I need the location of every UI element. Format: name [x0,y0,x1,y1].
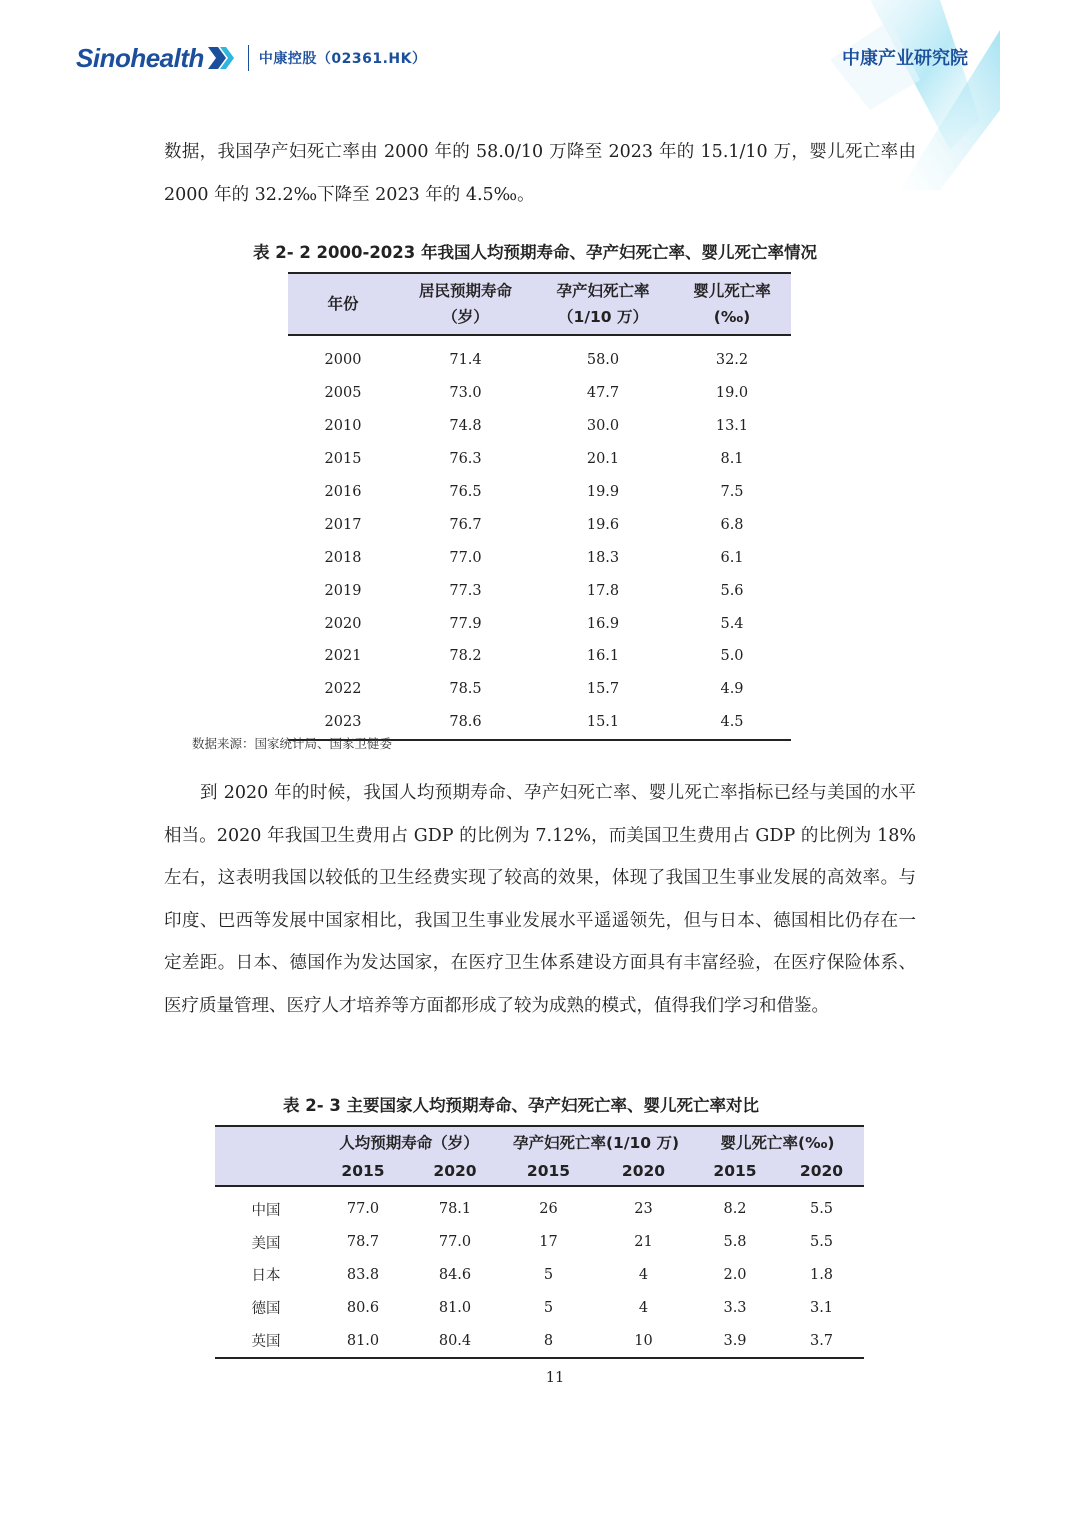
paragraph-intro: 数据，我国孕产妇死亡率由 2000 年的 58.0/10 万降至 2023 年的 15.1/10 万，婴儿死亡率由 2000 年的 32.2‰下降至 2023 年的 4.5‰。 [164,142,916,205]
table1-row [288,673,791,706]
header-divider [248,45,249,71]
table2-cell: 84.6 [438,1266,472,1283]
table1-row [288,574,791,607]
table1-cell: 2015 [324,451,362,468]
table2-cell: 5.8 [723,1234,747,1251]
table2-header-blank [215,1126,317,1157]
table2-cell: 81.0 [317,1324,409,1358]
table1-cell: 16.9 [586,615,620,632]
table1-cell: 47.7 [586,385,620,402]
table2-cell: 23 [634,1201,653,1218]
table2-cell: 21 [634,1234,653,1251]
table2-cell: 5 [543,1266,554,1283]
table2-cell: 81.0 [438,1299,472,1316]
table2-header-infant: 婴儿死亡率(‰) [691,1126,864,1157]
table1-cell: 74.8 [449,418,482,435]
table1-cell: 32.2 [715,352,749,369]
table2-group-header-row [215,1126,864,1157]
table2-cell: 83.8 [346,1266,380,1283]
table1-header-life: 居民预期寿命 （岁） [398,273,533,335]
page-header [0,0,1080,110]
table2-cell: 2.0 [723,1266,747,1283]
table1-cell: 15.7 [586,681,620,698]
table1-cell: 2018 [324,549,362,566]
table1-row [288,640,791,673]
table1-cell: 8.1 [720,451,744,468]
table2-header-life: 人均预期寿命（岁） [317,1126,501,1157]
table1-header-row [288,273,791,335]
logo-text: Sinohealth [76,42,204,73]
table2-country-cell: 英国 [215,1324,317,1358]
table1-row [288,335,791,377]
table2-header-maternal: 孕产妇死亡率(1/10 万) [501,1126,691,1157]
table2-country-cell: 中国 [251,1202,281,1219]
table2-cell: 77.0 [346,1201,380,1218]
table2-cell: 8 [501,1324,596,1358]
table1-cell: 78.6 [398,706,533,740]
table2-row [215,1226,864,1259]
table2-row [215,1324,864,1358]
table2-caption: 表 2- 3 主要国家人均预期寿命、孕产妇死亡率、婴儿死亡率对比 [283,1096,760,1115]
table1-cell: 6.1 [720,549,744,566]
table1-cell: 2016 [324,484,362,500]
table-life-expectancy-china [288,272,791,741]
table2-year-blank [215,1157,317,1186]
table1-cell: 19.0 [715,385,749,402]
table1-cell: 17.8 [586,582,620,599]
table1-cell: 71.4 [449,352,482,369]
table1-cell: 77.9 [449,615,482,632]
table2-country-cell: 日本 [251,1268,281,1285]
logo-chevron-icon [206,44,234,72]
table1-cell: 30.0 [586,418,620,435]
table2-row [215,1291,864,1324]
table2-cell: 1.8 [809,1266,834,1283]
table1-cell: 2000 [324,352,362,369]
table1-cell: 4.9 [720,681,744,698]
table1-cell: 2021 [324,648,362,665]
table1-cell: 16.1 [586,648,620,665]
table2-cell: 78.1 [438,1201,472,1218]
table2-cell: 78.7 [346,1234,380,1251]
table-country-comparison [215,1125,864,1359]
table1-cell: 73.0 [449,385,482,402]
table1-cell: 2005 [324,385,362,402]
table1-cell: 19.9 [586,484,620,500]
table1-cell: 76.5 [449,484,482,500]
table2-year-header-row [215,1157,864,1186]
table1-caption: 表 2- 2 2000-2023 年我国人均预期寿命、孕产妇死亡率、婴儿死亡率情况 [253,243,817,262]
table1-cell: 76.3 [449,451,482,468]
table1-cell: 78.5 [449,681,482,698]
page-number: 11 [545,1370,565,1386]
table1-cell: 13.1 [715,418,749,435]
table2-cell: 26 [539,1201,558,1218]
paragraph-comparison: 到 2020 年的时候，我国人均预期寿命、孕产妇死亡率、婴儿死亡率指标已经与美国的水平相当。2020 年我国卫生费用占 GDP 的比例为 7.12%，而美国卫生费用占 GDP 的比例为 18%左右，这表明我国以较低的卫生经费实现了较高的效果，体现了我国卫生事业发展的高效率。与印度、巴西等发展中国家相比，我国卫生事业发展水平遥遥领先，但与日本、德国相比仍存在一定差距。日本、德国作为发达国家，在医疗卫生体系建设方面具有丰富经验，在医疗保险体系、医疗质量管理、医疗人才培养等方面都形成了较为成熟的模式，值得我们学习和借鉴。 [164,783,916,1016]
table2-country-cell: 美国 [251,1235,281,1252]
table1-header-maternal: 孕产妇死亡率 （1/10 万） [533,273,673,335]
table1-cell: 58.0 [586,352,620,369]
table1-cell: 20.1 [586,451,620,468]
table1-cell: 15.1 [533,706,673,740]
table1-row [288,541,791,574]
table2-cell: 17 [539,1234,558,1251]
table1-cell: 2020 [324,615,362,632]
table1-cell: 2010 [324,418,362,435]
table2-row [215,1186,864,1226]
table2-year-header: 2020 [596,1157,691,1186]
table1-row [288,443,791,476]
table1-row [288,607,791,640]
table2-row [215,1259,864,1292]
table2-cell: 8.2 [723,1201,747,1218]
table1-row [288,476,791,509]
table1-cell: 77.3 [449,582,482,599]
table1-cell: 2023 [288,706,398,740]
table2-year-header: 2020 [779,1157,864,1186]
table1-cell: 77.0 [449,549,482,566]
table2-cell: 10 [596,1324,691,1358]
table1-cell: 4.5 [673,706,791,740]
table1-cell: 5.6 [720,582,744,599]
table1-row [288,508,791,541]
table2-cell: 4 [638,1299,649,1316]
company-name: 中康控股（02361.HK） [258,51,427,67]
table2-cell: 3.9 [691,1324,779,1358]
table2-cell: 5 [543,1299,554,1316]
table1-row [288,410,791,443]
table1-cell: 5.0 [720,648,744,665]
table2-year-header: 2015 [691,1157,779,1186]
table1-cell: 18.3 [586,549,620,566]
table2-year-header: 2015 [317,1157,409,1186]
logo [76,38,427,78]
table2-cell: 5.5 [809,1234,834,1251]
table2-cell: 3.7 [779,1324,864,1358]
table2-cell: 80.4 [409,1324,501,1358]
table1-cell: 2019 [324,582,362,599]
table2-cell: 4 [638,1266,649,1283]
table2-country-cell: 德国 [251,1301,281,1318]
table1-cell: 78.2 [449,648,482,665]
institute-name: 中康产业研究院 [842,48,968,69]
table2-cell: 80.6 [346,1299,380,1316]
table2-year-header: 2020 [409,1157,501,1186]
table1-cell: 19.6 [586,516,620,533]
table1-cell: 5.4 [720,615,744,632]
table1-cell: 76.7 [449,516,482,533]
table1-header-year: 年份 [288,273,398,335]
table1-header-infant: 婴儿死亡率 (‰) [673,273,791,335]
table2-cell: 77.0 [438,1234,472,1251]
table2-cell: 3.3 [723,1299,747,1316]
table1-cell: 7.5 [720,484,744,500]
table2-year-header: 2015 [501,1157,596,1186]
table1-cell: 2017 [324,516,362,533]
table1-cell: 2022 [324,681,362,698]
table1-row [288,377,791,410]
table2-cell: 5.5 [809,1201,834,1218]
data-source-note: 数据来源：国家统计局、国家卫健委 [192,736,393,751]
table1-cell: 6.8 [720,516,744,533]
table2-cell: 3.1 [809,1299,834,1316]
